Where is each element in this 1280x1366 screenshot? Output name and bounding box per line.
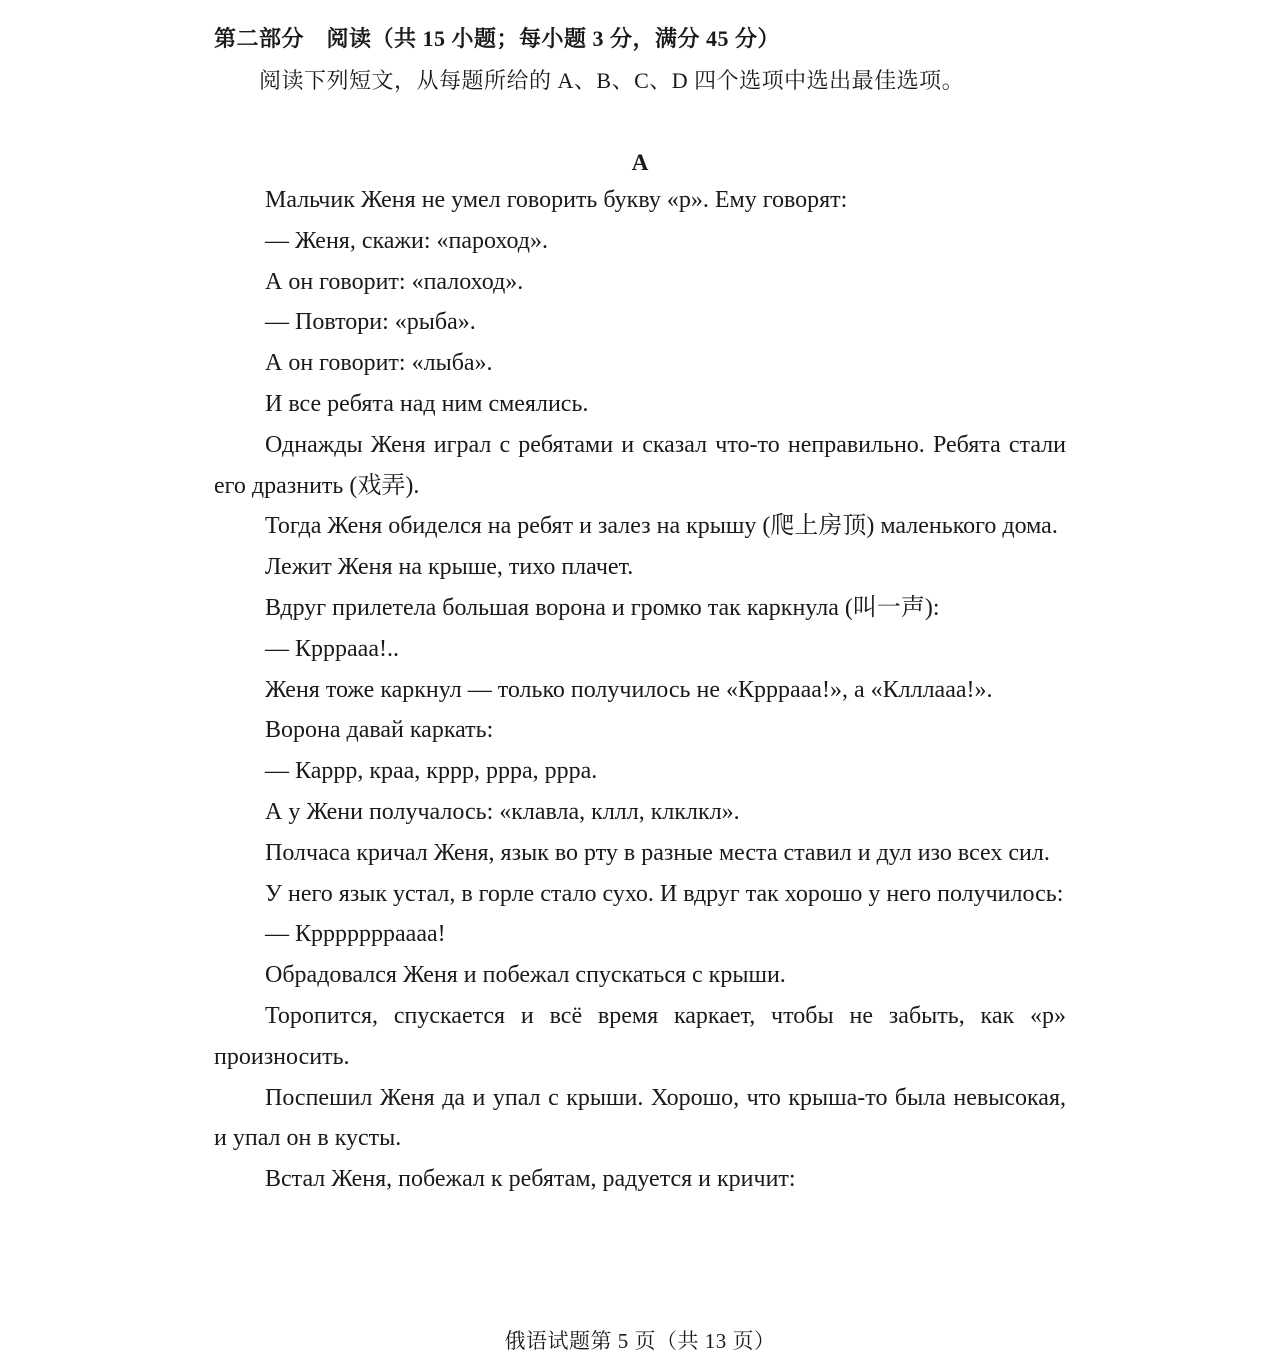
passage-paragraph: Однажды Женя играл с ребятами и сказал что-то неправильно. Ребята стали его дразнить (戏弄). — [214, 431, 1066, 499]
passage-paragraph: Полчаса кричал Женя, язык во рту в разные места ставил и дул изо всех сил. — [265, 839, 1050, 866]
passage-paragraph: Поспешил Женя да и упал с крыши. Хорошо, что крыша-то была невысокая, и упал он в кусты. — [214, 1084, 1066, 1152]
passage-paragraph: — Повтори: «рыба». — [265, 309, 476, 336]
passage-paragraph: Мальчик Женя не умел говорить букву «р». Ему говорят: — [265, 187, 848, 213]
passage-paragraph: И все ребята над ним смеялись. — [265, 390, 589, 417]
page-footer: 俄语试题第 5 页（共 13 页） — [504, 1329, 776, 1353]
passage-paragraph: — Крррррррaaaa! — [265, 921, 446, 948]
passage-paragraph: Тогда Женя обиделся на ребят и залез на крышу (爬上房顶) маленького дома. — [265, 513, 1058, 540]
passage-paragraph: А у Жени получалось: «клавла, кллл, клклкл». — [265, 798, 740, 825]
passage-label: A — [631, 150, 649, 175]
reading-instruction: 阅读下列短文，从每题所给的 A、B、C、D 四个选项中选出最佳选项。 — [259, 68, 965, 93]
passage-text — [214, 180, 1066, 1200]
passage-paragraph: А он говорит: «лыба». — [265, 350, 493, 377]
passage-paragraph: Торопится, спускается и всё время каркает, чтобы не забыть, как «р» произносить. — [214, 1002, 1066, 1070]
passage-paragraph: Лежит Женя на крыше, тихо плачет. — [265, 554, 634, 581]
passage-paragraph: — Кррраaa!.. — [265, 635, 399, 662]
passage-paragraph: Женя тоже каркнул — только получилось не «Кррраaa!», а «Клллaaa!». — [265, 676, 993, 703]
passage-paragraph: Встал Женя, побежал к ребятам, радуется и кричит: — [265, 1166, 796, 1193]
passage-paragraph: — Женя, скажи: «пароход». — [265, 227, 549, 254]
passage-paragraph: Вдруг прилетела большая ворона и громко так каркнула (叫一声): — [265, 594, 940, 621]
passage-paragraph: А он говорит: «палоход». — [265, 268, 524, 295]
passage-paragraph: У него язык устал, в горле стало сухо. И вдруг так хорошо у него получилось: — [265, 880, 1064, 907]
section-heading: 第二部分 阅读（共 15 小题；每小题 3 分，满分 45 分） — [214, 26, 781, 51]
passage-paragraph: Обрадовался Женя и побежал спускаться с крыши. — [265, 962, 786, 989]
passage-paragraph: — Каррр, краа, кррр, ррра, ррра. — [265, 758, 598, 785]
passage-paragraph: Ворона давай каркать: — [265, 717, 494, 744]
